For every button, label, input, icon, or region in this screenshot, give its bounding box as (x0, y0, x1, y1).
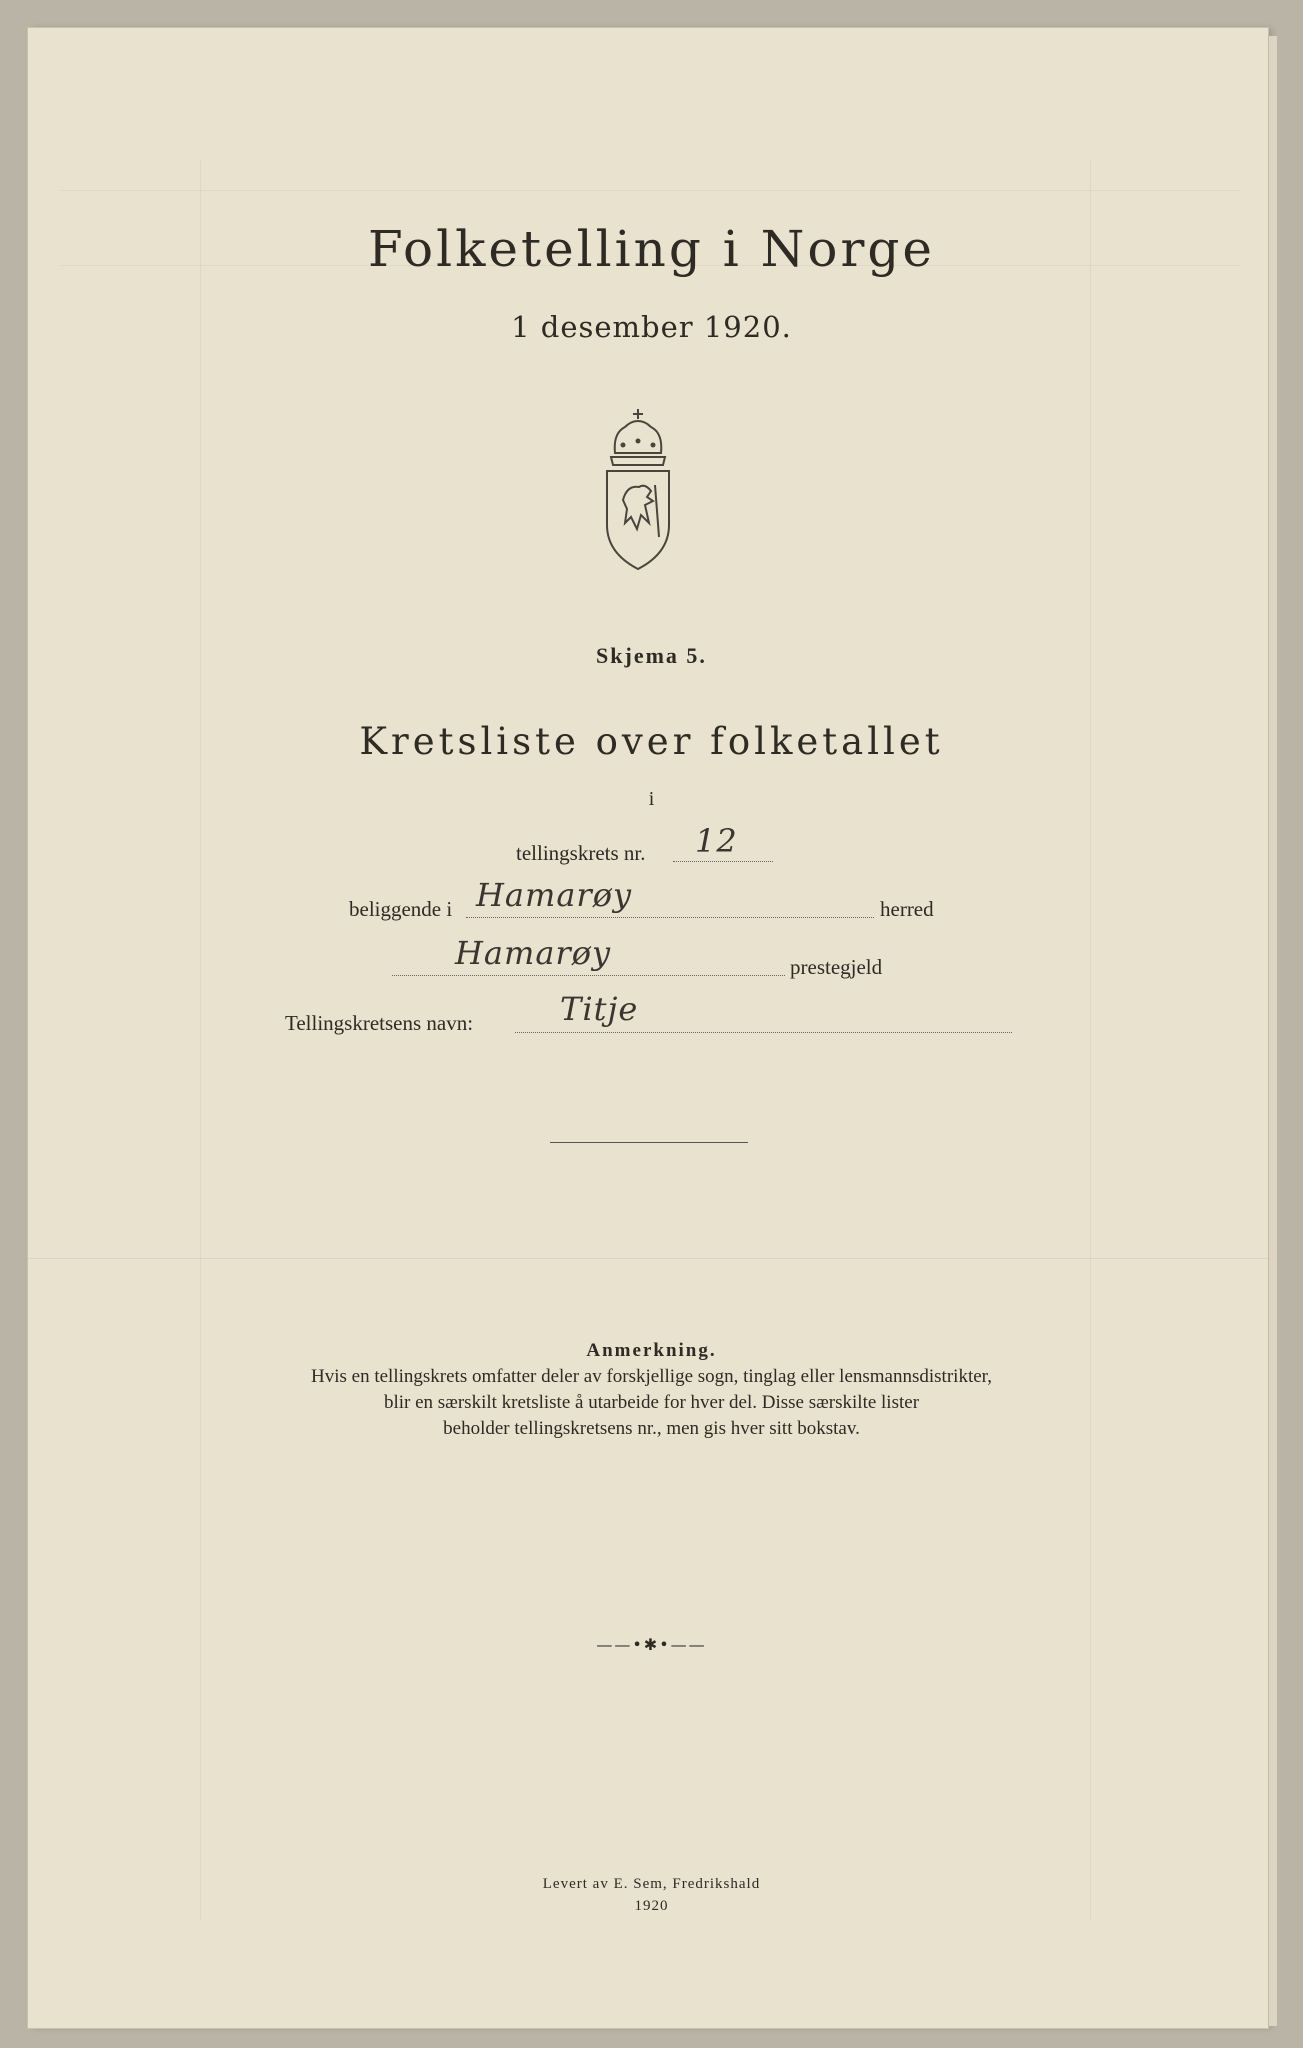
connector-text: i (648, 788, 655, 810)
krets-number-value: 12 (695, 822, 738, 860)
krets-label: tellingskrets nr. (516, 841, 646, 865)
document-title: Folketelling i Norge (368, 220, 935, 278)
herred-label: herred (880, 897, 934, 921)
beliggende-label: beliggende i (349, 897, 453, 921)
norwegian-coat-of-arms-icon (593, 405, 683, 575)
kretsnavn-label: Tellingskretsens navn: (285, 1011, 474, 1035)
printer-year: 1920 (634, 1898, 669, 1914)
note-heading: Anmerkning. (586, 1340, 717, 1361)
kretsnavn-value: Titje (560, 990, 639, 1028)
census-date: 1 desember 1920. (511, 310, 792, 344)
kretsnavn-dotted-line (515, 1032, 1012, 1033)
note-line-2: blir en særskilt kretsliste å utarbeide for hver del. Disse særskilte lister (383, 1392, 920, 1413)
beliggende-dotted-line (466, 917, 874, 918)
prestegjeld-dotted-line (392, 975, 785, 976)
prestegjeld-label: prestegjeld (790, 955, 883, 979)
schema-number: Skjema 5. (596, 643, 707, 668)
prestegjeld-value: Hamarøy (455, 934, 612, 972)
bleed-through-line (60, 190, 1240, 191)
printer-credit: Levert av E. Sem, Fredrikshald (542, 1876, 761, 1892)
note-line-1: Hvis en tellingskrets omfatter deler av forskjellige sogn, tinglag eller lensmannsdistrikter, (311, 1366, 992, 1387)
ornament-divider: ——•✱•—— (596, 1635, 707, 1654)
paper-fold (28, 1258, 1268, 1260)
form-heading: Kretsliste over folketallet (359, 720, 944, 763)
separator-rule (550, 1142, 748, 1143)
bleed-through-line (200, 160, 201, 1920)
krets-dotted-line (673, 861, 773, 862)
beliggende-value: Hamarøy (476, 876, 633, 914)
note-line-3: beholder tellingskretsens nr., men gis hver sitt bokstav. (443, 1418, 860, 1439)
bleed-through-line (1090, 160, 1091, 1920)
